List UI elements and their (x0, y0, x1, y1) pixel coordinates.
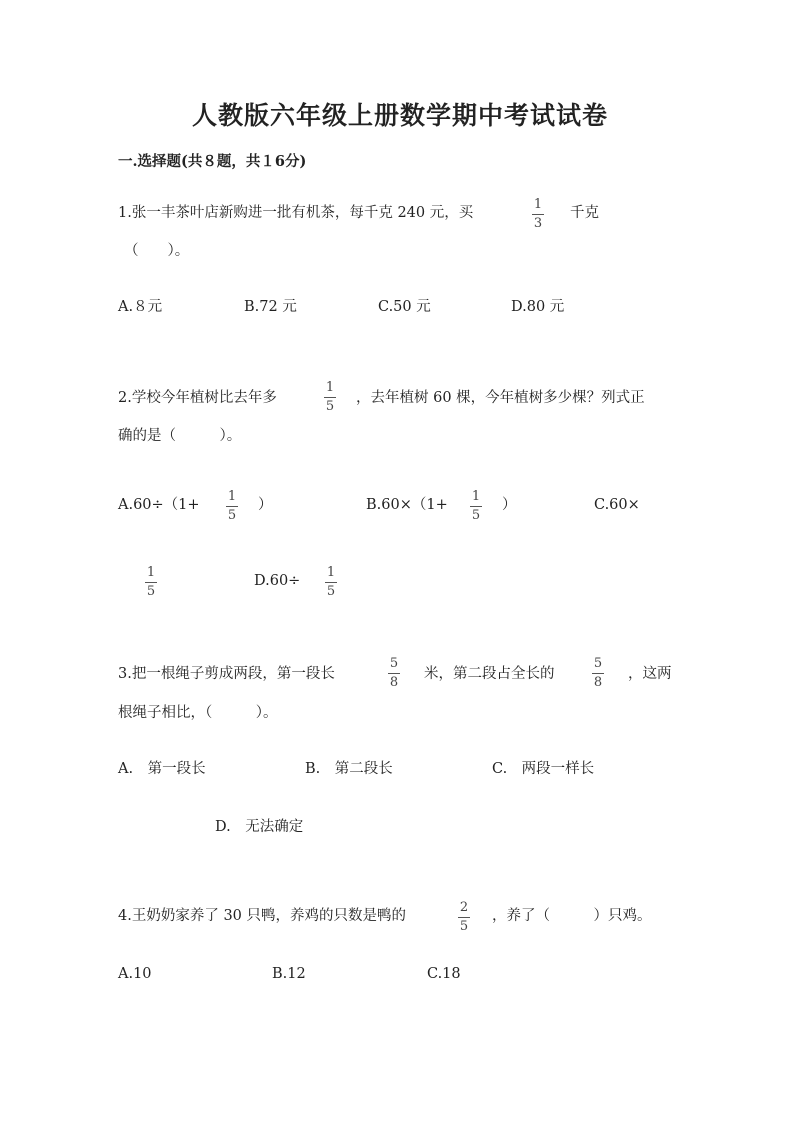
fraction-bar (324, 397, 336, 398)
fraction-numerator: 1 (533, 197, 543, 212)
question-3-option-b[interactable]: B. 第二段长 (305, 761, 393, 777)
fraction-numerator: 1 (325, 380, 335, 395)
question-3-option-d[interactable]: D. 无法确定 (215, 819, 304, 835)
fraction-bar (592, 673, 604, 674)
question-1-fraction (530, 197, 546, 232)
question-2-option-d-prefix[interactable]: D.60÷ (254, 573, 301, 589)
fraction-denominator: 5 (471, 508, 481, 523)
question-2-text-cont: ，去年植树 60 棵，今年植树多少棵？列式正 (356, 390, 645, 406)
question-3-text-end: ，这两 (628, 666, 672, 682)
section-heading: 一.选择题(共８题，共１6分) (118, 153, 307, 170)
fraction-denominator: 5 (146, 584, 156, 599)
fraction-numerator: 1 (471, 489, 481, 504)
fraction-numerator: 2 (459, 900, 469, 915)
question-1-text-unit: 千克 (570, 205, 599, 221)
fraction-bar (145, 582, 157, 583)
question-3-text-mid: 米，第二段占全长的 (424, 666, 555, 682)
question-2-text: 2.学校今年植树比去年多 (118, 390, 277, 406)
question-1-option-d[interactable]: D.80 元 (511, 299, 565, 315)
fraction-numerator: 1 (146, 565, 156, 580)
fraction-bar (458, 917, 470, 918)
fraction-denominator: 5 (227, 508, 237, 523)
question-2-option-c-fraction (143, 565, 159, 600)
question-2-option-d-fraction (323, 565, 339, 600)
question-3-fraction-1 (386, 656, 402, 691)
fraction-denominator: 3 (533, 216, 543, 231)
fraction-denominator: 8 (389, 675, 399, 690)
fraction-denominator: 8 (593, 675, 603, 690)
question-3-fraction-2 (590, 656, 606, 691)
fraction-numerator: 1 (326, 565, 336, 580)
fraction-denominator: 5 (326, 584, 336, 599)
fraction-bar (470, 506, 482, 507)
question-3-option-a[interactable]: A. 第一段长 (118, 761, 206, 777)
question-4-option-a[interactable]: A.10 (118, 966, 152, 982)
question-3-option-c[interactable]: C. 两段一样长 (492, 761, 595, 777)
question-2-option-a-prefix[interactable]: A.60÷（1+ (118, 497, 200, 513)
fraction-bar (388, 673, 400, 674)
question-2-option-c-prefix[interactable]: C.60× (594, 497, 640, 513)
fraction-numerator: 1 (227, 489, 237, 504)
question-1-option-b[interactable]: B.72 元 (244, 299, 297, 315)
question-4-text-end: ，养了（ ）只鸡。 (492, 908, 652, 924)
fraction-bar (226, 506, 238, 507)
fraction-numerator: 5 (389, 656, 399, 671)
question-4-option-c[interactable]: C.18 (427, 966, 461, 982)
question-4-text: 4.王奶奶家养了 30 只鸭，养鸡的只数是鸭的 (118, 908, 407, 924)
question-1-option-a[interactable]: A.８元 (118, 299, 163, 315)
question-3-text: 3.把一根绳子剪成两段，第一段长 (118, 666, 335, 682)
question-1-option-c[interactable]: C.50 元 (378, 299, 431, 315)
question-2-fraction (322, 380, 338, 415)
question-1-text: 1.张一丰茶叶店新购进一批有机茶，每千克 240 元，买 (118, 205, 474, 221)
page-title: 人教版六年级上册数学期中考试试卷 (191, 101, 608, 130)
question-2-text-end: 确的是（ ）。 (118, 428, 242, 444)
fraction-bar (532, 214, 544, 215)
question-4-option-b[interactable]: B.12 (272, 966, 306, 982)
question-2-option-b-prefix[interactable]: B.60×（1+ (366, 497, 448, 513)
fraction-denominator: 5 (325, 399, 335, 414)
question-2-option-b-suffix: ） (502, 497, 517, 513)
question-2-option-a-fraction (224, 489, 240, 524)
question-2-option-a-suffix: ） (258, 497, 273, 513)
fraction-denominator: 5 (459, 919, 469, 934)
fraction-numerator: 5 (593, 656, 603, 671)
fraction-bar (325, 582, 337, 583)
question-3-text-line2: 根绳子相比，（ ）。 (118, 705, 278, 721)
question-4-fraction (456, 900, 472, 935)
question-1-blank: （ ）。 (124, 243, 190, 259)
question-2-option-b-fraction (468, 489, 484, 524)
